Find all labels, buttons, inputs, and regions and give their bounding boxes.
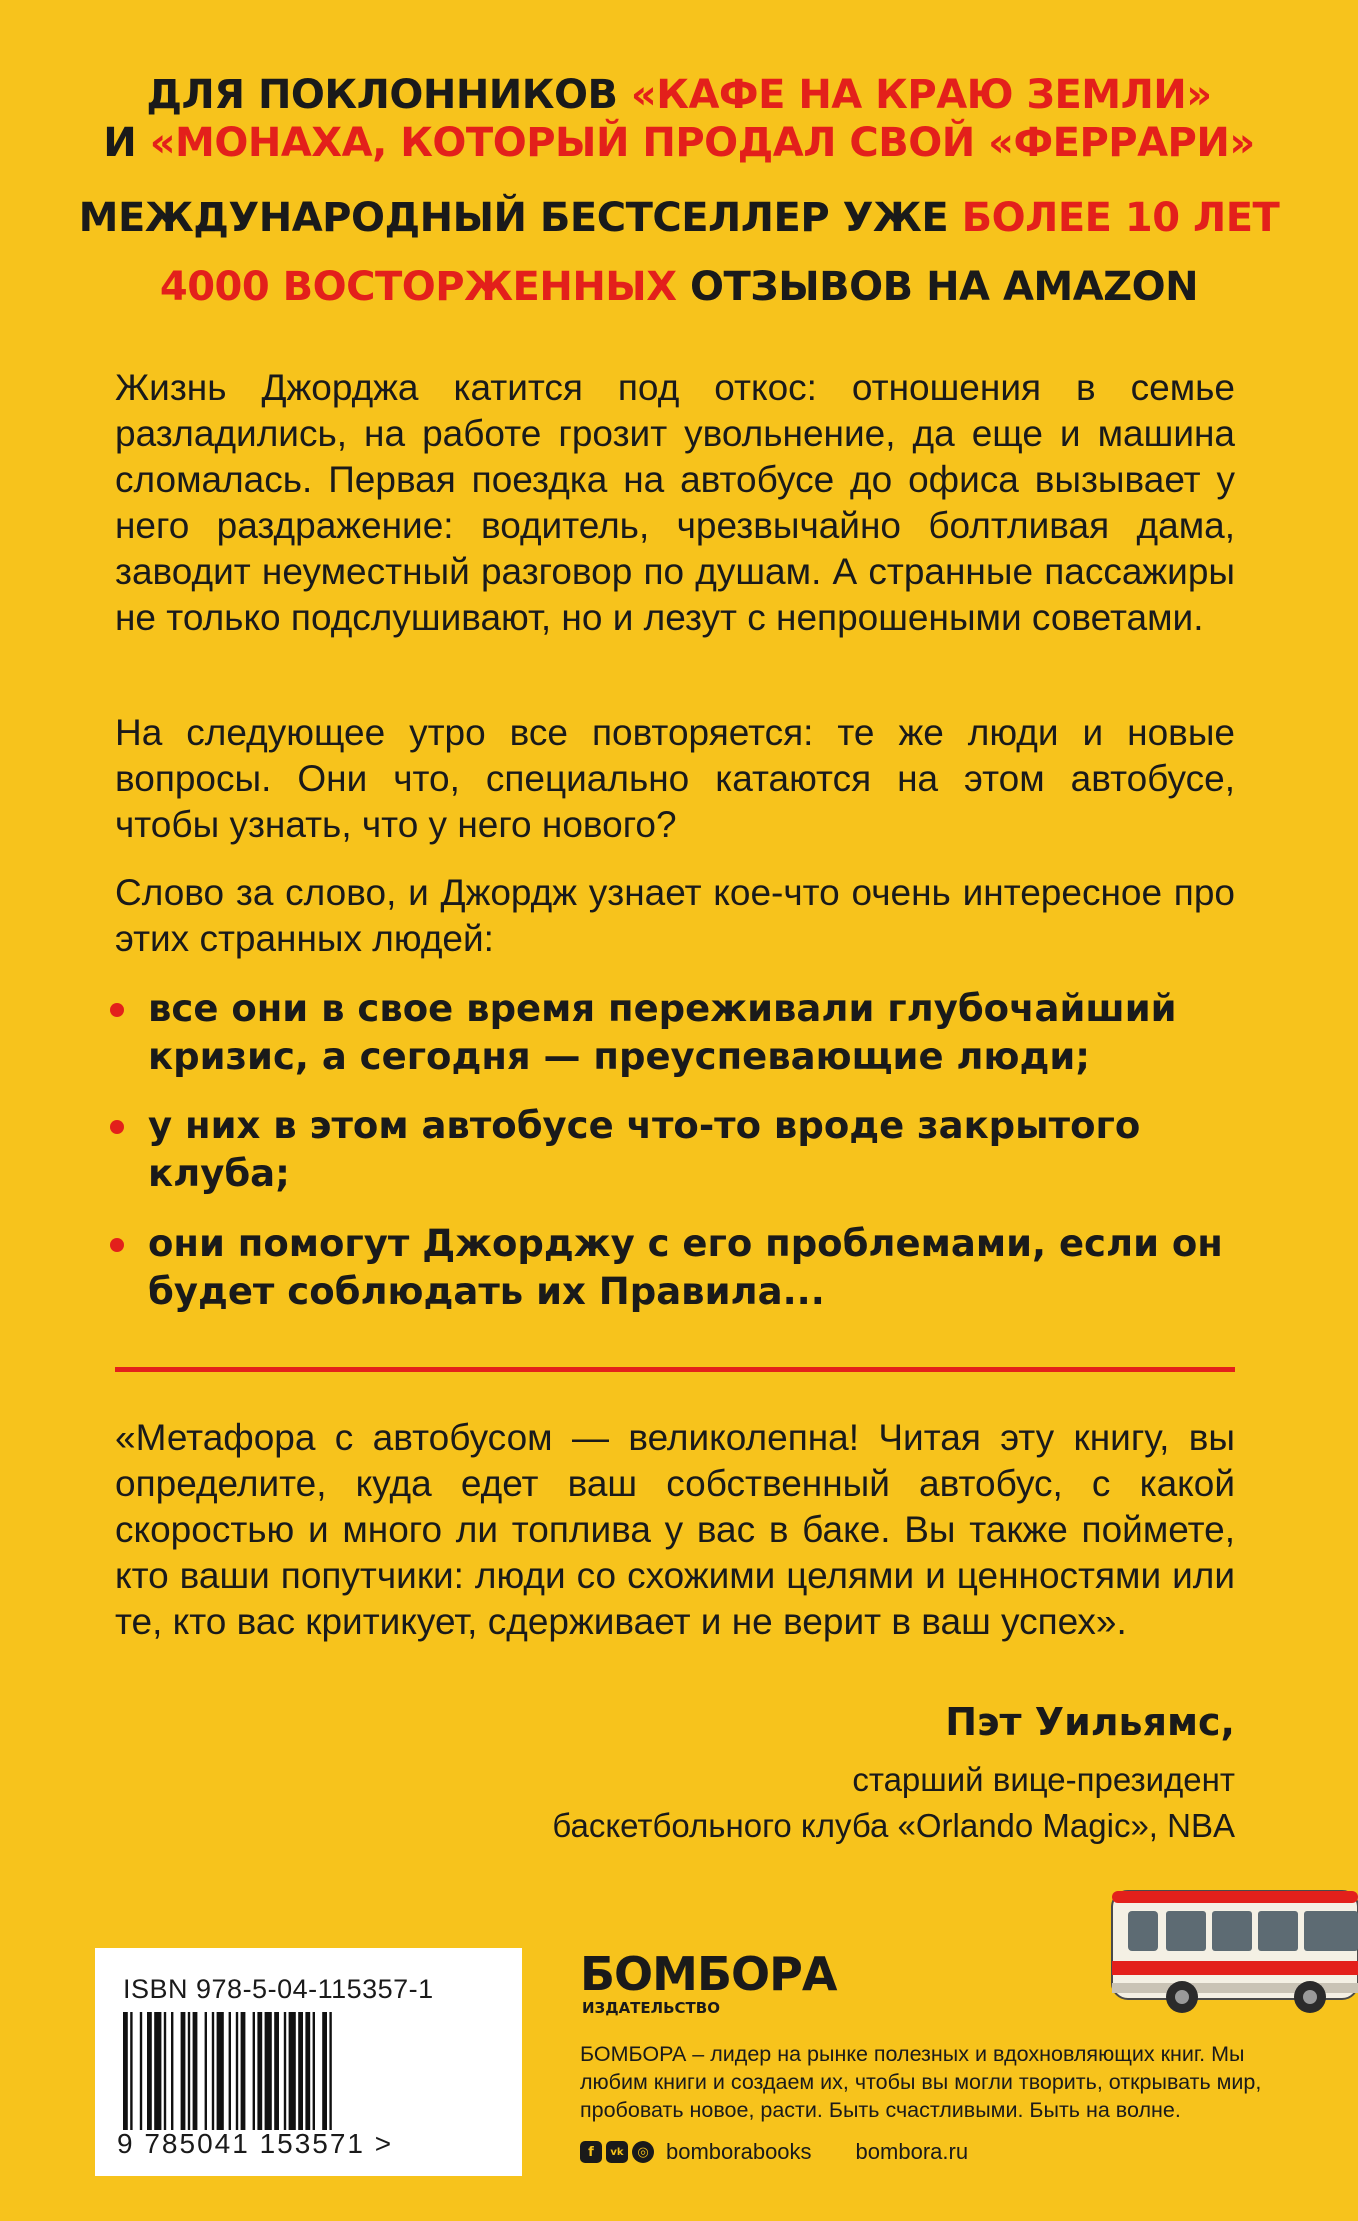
bullet-item-3	[110, 1220, 1240, 1316]
review-quote: «Метафора с автобусом — великолепна! Читая эту книгу, вы определите, куда едет ваш собственный автобус, с какой скоростью и много ли топлива у вас в баке. Вы также поймете, кто ваши попутчики: люди со схожими целями и ценностями или те, кто вас критикует, сдерживает и не верит в ваш успех».	[115, 1417, 1235, 1642]
tagline-bestseller-highlight: БОЛЕЕ 10 ЛЕТ	[961, 195, 1280, 241]
bullet-item-2	[110, 1102, 1240, 1198]
publisher-logo-subtitle: ИЗДАТЕЛЬСТВО	[582, 1999, 720, 2017]
tagline-fans-prefix: ДЛЯ ПОКЛОННИКОВ	[146, 72, 631, 118]
isbn-barcode-block	[95, 1948, 522, 2176]
tagline-monk-prefix: И	[103, 120, 150, 166]
description-paragraph-2: На следующее утро все повторяется: те же люди и новые вопросы. Они что, специально катаются на этом автобусе, чтобы узнать, что у него нового?	[115, 712, 1235, 845]
tagline-monk-title: «МОНАХА, КОТОРЫЙ ПРОДАЛ СВОЙ «ФЕРРАРИ»	[149, 120, 1255, 166]
facebook-icon[interactable]: f	[580, 2141, 602, 2163]
bullet-text: они помогут Джорджу с его проблемами, если он будет соблюдать их Правила...	[148, 1222, 1223, 1313]
bullet-dot-icon	[110, 1003, 124, 1017]
quote-author-role-1: старший вице-президент	[852, 1761, 1235, 1798]
tagline-reviews-highlight: 4000 ВОСТОРЖЕННЫХ	[159, 264, 677, 310]
quote-author-role-2: баскетбольного клуба «Orlando Magic», NBA	[552, 1807, 1235, 1844]
tagline-bestseller-prefix: МЕЖДУНАРОДНЫЙ БЕСТСЕЛЛЕР УЖЕ	[78, 195, 962, 241]
isbn-digits: 9 785041 153571 >	[117, 2128, 394, 2159]
barcode-image	[123, 2012, 493, 2130]
tagline-reviews	[0, 264, 1358, 310]
vk-icon[interactable]: vk	[606, 2141, 628, 2163]
bullet-text: все они в свое время переживали глубочайший кризис, а сегодня — преуспевающие люди;	[148, 987, 1177, 1078]
isbn-label: ISBN 978-5-04-115357-1	[123, 1974, 434, 2004]
bullet-item-1	[110, 985, 1240, 1081]
quote-author: Пэт Уильямс,	[945, 1700, 1235, 1744]
tagline-fans	[0, 72, 1358, 118]
bus-illustration	[1110, 1885, 1358, 2020]
tagline-reviews-suffix: ОТЗЫВОВ НА AMAZON	[676, 264, 1199, 310]
publisher-logo: БОМБОРА	[580, 1947, 837, 2001]
tagline-bestseller	[0, 195, 1358, 241]
bullet-text: у них в этом автобусе что-то вроде закрытого клуба;	[148, 1104, 1141, 1195]
tagline-monk	[0, 120, 1358, 166]
social-handle[interactable]: bomborabooks	[666, 2139, 812, 2164]
bullet-dot-icon	[110, 1238, 124, 1252]
publisher-description: БОМБОРА – лидер на рынке полезных и вдохновляющих книг. Мы любим книги и создаем их, чтобы вы могли творить, открывать мир, пробовать новое, расти. Быть счастливыми. Быть на волне.	[580, 2042, 1262, 2122]
description-paragraph-1: Жизнь Джорджа катится под откос: отношения в семье разладились, на работе грозит увольнение, да еще и машина сломалась. Первая поездка на автобусе до офиса вызывает у него раздражение: водитель, чрезвычайно болтливая дама, заводит неуместный разговор по душам. А странные пассажиры не только подслушивают, но и лезут с непрошеными советами.	[115, 367, 1235, 638]
section-divider	[115, 1367, 1235, 1372]
instagram-icon[interactable]: ◎	[632, 2141, 654, 2163]
tagline-fans-title: «КАФЕ НА КРАЮ ЗЕМЛИ»	[630, 72, 1212, 118]
bullet-dot-icon	[110, 1120, 124, 1134]
social-links	[580, 2137, 968, 2167]
publisher-website[interactable]: bombora.ru	[855, 2139, 969, 2164]
description-paragraph-3: Слово за слово, и Джордж узнает кое-что очень интересное про этих странных людей:	[115, 872, 1235, 959]
